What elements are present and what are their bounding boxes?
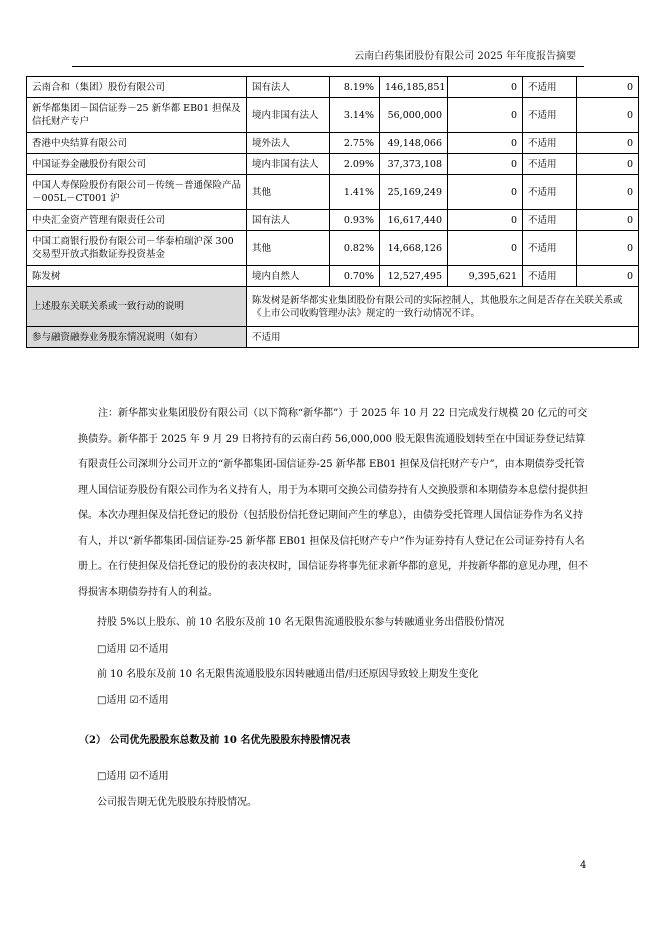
table-row	[27, 210, 639, 231]
holding-percent: 0.82%	[330, 231, 380, 266]
preferred-text: 公司报告期无优先股股东持股情况。	[97, 797, 257, 808]
pledge-status: 不适用	[523, 98, 577, 133]
shareholder-nature: 境内非国有法人	[247, 98, 330, 133]
shareholder-name: 中国人寿保险股份有限公司－传统－普通保险产品－005L－CT001 沪	[27, 175, 247, 210]
pledge-quantity: 0	[577, 231, 639, 266]
restricted-shares: 0	[448, 154, 523, 175]
shareholder-name: 中国工商银行股份有限公司－华泰柏瑞沪深 300 交易型开放式指数证券投资基金	[27, 231, 247, 266]
table-row	[27, 77, 639, 98]
shareholder-nature: 国有法人	[247, 77, 330, 98]
pledge-quantity: 0	[577, 77, 639, 98]
section-5pct-title: 持股 5%以上股东、前 10 名股东及前 10 名无限售流通股股东参与转融通业务出借股份情况	[97, 617, 505, 628]
pledge-quantity: 0	[577, 175, 639, 210]
table-row	[27, 231, 639, 266]
pledge-quantity: 0	[577, 98, 639, 133]
page-number: 4	[580, 860, 587, 871]
preferred-section-title: （2） 公司优先股股东总数及前 10 名优先股股东持股情况表	[79, 735, 351, 746]
holding-percent: 2.75%	[330, 133, 380, 154]
pledge-status: 不适用	[523, 266, 577, 287]
pledge-quantity: 0	[577, 266, 639, 287]
table-row	[27, 154, 639, 175]
shareholder-name: 香港中央结算有限公司	[27, 133, 247, 154]
holding-percent: 0.93%	[330, 210, 380, 231]
holding-percent: 3.14%	[330, 98, 380, 133]
holding-percent: 8.19%	[330, 77, 380, 98]
restricted-shares: 0	[448, 210, 523, 231]
table-row	[27, 98, 639, 133]
section-change-title: 前 10 名股东及前 10 名无限售流通股股东因转融通出借/归还原因导致较上期发生变化	[97, 669, 479, 680]
holding-shares: 25,169,249	[380, 175, 448, 210]
related-parties-label: 上述股东关联关系或一致行动的说明	[27, 287, 247, 327]
bond-note-paragraph: 注：新华都实业集团股份有限公司（以下简称“新华都”）于 2025 年 10 月 22 日完成发行规模 20 亿元的可交换债券。新华都于 2025 年 9 月 29 日将持有的云南白药 56,000,000 股无限售流通股划转至在中国证券登记结算有限责任公司深圳分公司开立的“新华都集团-国信证券-25 新华都 EB01 担保及信托财产专户”，由本期债券受托管理人国信证券股份有限公司作为名义持有人，用于为本期可交换公司债券持有人交换股票和本期债券本息偿付提供担保。本次办理担保及信托登记的股份（包括股份信托登记期间产生的孳息），由债券受托管理人国信证券作为名义持有人，并以“新华都集团-国信证券-25 新华都 EB01 担保及信托财产专户”作为证券持有人登记在公司证券持有人名册上。在行使担保及信托登记的股份的表决权时，国信证券将事先征求新华都的意见，并按新华都的意见办理，但不得损害本期债券持有人的利益。	[78, 408, 588, 598]
restricted-shares: 9,395,621	[448, 266, 523, 287]
margin-trading-text: 不适用	[247, 327, 639, 348]
shareholder-nature: 境内自然人	[247, 266, 330, 287]
restricted-shares: 0	[448, 133, 523, 154]
related-parties-text: 陈发树是新华都实业集团股份有限公司的实际控制人，其他股东之间是否存在关联关系或《上市公司收购管理办法》规定的一致行动情况不详。	[247, 287, 639, 327]
header-rule	[72, 66, 584, 67]
section-5pct-applicability: □适用 ☑不适用	[97, 644, 169, 655]
table-row	[27, 266, 639, 287]
pledge-status: 不适用	[523, 77, 577, 98]
shareholder-nature: 国有法人	[247, 210, 330, 231]
shareholder-nature: 境外法人	[247, 133, 330, 154]
pledge-quantity: 0	[577, 133, 639, 154]
pledge-status: 不适用	[523, 133, 577, 154]
shareholder-name: 新华都集团－国信证券－25 新华都 EB01 担保及信托财产专户	[27, 98, 247, 133]
pledge-status: 不适用	[523, 175, 577, 210]
holding-shares: 12,527,495	[380, 266, 448, 287]
shareholder-name: 中国证券金融股份有限公司	[27, 154, 247, 175]
pledge-quantity: 0	[577, 210, 639, 231]
holding-percent: 2.09%	[330, 154, 380, 175]
holding-shares: 14,668,126	[380, 231, 448, 266]
holding-percent: 0.70%	[330, 266, 380, 287]
pledge-status: 不适用	[523, 210, 577, 231]
holding-shares: 146,185,851	[380, 77, 448, 98]
report-header: 云南白药集团股份有限公司 2025 年年度报告摘要	[354, 51, 576, 62]
restricted-shares: 0	[448, 98, 523, 133]
section-change-applicability: □适用 ☑不适用	[97, 695, 169, 706]
holding-shares: 16,617,440	[380, 210, 448, 231]
pledge-status: 不适用	[523, 231, 577, 266]
table-row	[27, 175, 639, 210]
shareholder-nature: 其他	[247, 175, 330, 210]
table-row	[27, 133, 639, 154]
restricted-shares: 0	[448, 175, 523, 210]
pledge-quantity: 0	[577, 154, 639, 175]
holding-shares: 56,000,000	[380, 98, 448, 133]
shareholder-nature: 境内非国有法人	[247, 154, 330, 175]
holding-percent: 1.41%	[330, 175, 380, 210]
shareholder-table	[26, 76, 639, 348]
restricted-shares: 0	[448, 231, 523, 266]
margin-trading-label: 参与融资融券业务股东情况说明（如有）	[27, 327, 247, 348]
pledge-status: 不适用	[523, 154, 577, 175]
preferred-applicability: □适用 ☑不适用	[97, 771, 169, 782]
shareholder-name: 陈发树	[27, 266, 247, 287]
shareholder-nature: 其他	[247, 231, 330, 266]
shareholder-name: 中央汇金资产管理有限责任公司	[27, 210, 247, 231]
holding-shares: 37,373,108	[380, 154, 448, 175]
restricted-shares: 0	[448, 77, 523, 98]
shareholder-name: 云南合和（集团）股份有限公司	[27, 77, 247, 98]
holding-shares: 49,148,066	[380, 133, 448, 154]
